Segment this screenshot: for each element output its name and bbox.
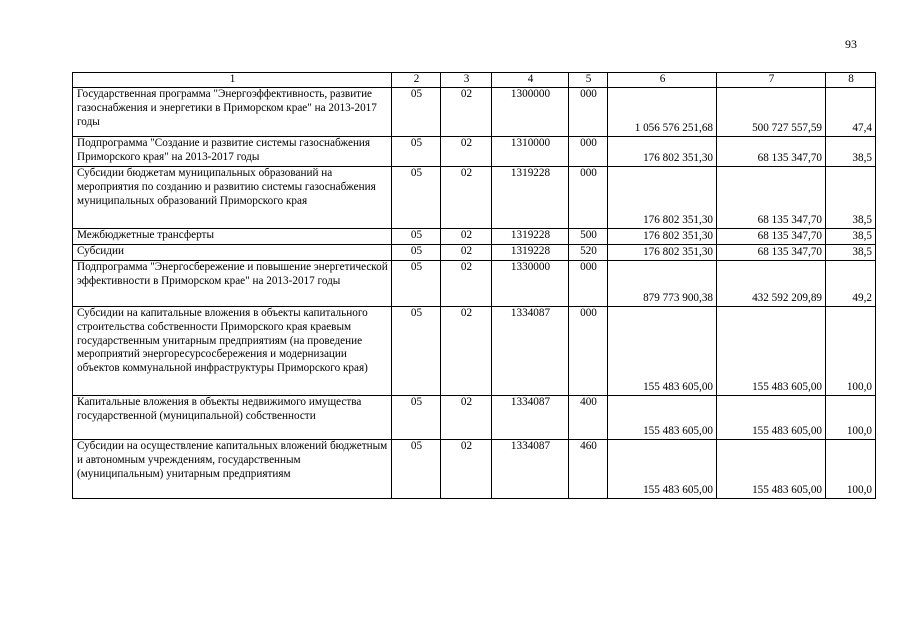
subsection-code: 02: [441, 229, 492, 245]
executed-amount: 68 135 347,70: [717, 137, 826, 167]
executed-amount: 155 483 605,00: [717, 396, 826, 440]
section-code: 05: [392, 88, 441, 137]
section-code: 05: [392, 307, 441, 396]
target-article-code: 1334087: [492, 440, 569, 499]
column-header-7: 7: [717, 73, 826, 88]
target-article-code: 1319228: [492, 167, 569, 229]
executed-amount: 432 592 209,89: [717, 261, 826, 307]
column-header-2: 2: [392, 73, 441, 88]
table-row: [73, 137, 876, 167]
expense-type-code: 000: [569, 307, 608, 396]
subsection-code: 02: [441, 245, 492, 261]
row-name: Субсидии на осуществление капитальных вложений бюджетным и автономным учреждениям, государственным (муниципальным) унитарным предприятиям: [73, 440, 392, 499]
row-name: Капитальные вложения в объекты недвижимого имущества государственной (муниципальной) собственности: [73, 396, 392, 440]
section-code: 05: [392, 167, 441, 229]
planned-amount: 879 773 900,38: [608, 261, 717, 307]
execution-percent: 100,0: [826, 307, 876, 396]
subsection-code: 02: [441, 167, 492, 229]
subsection-code: 02: [441, 440, 492, 499]
row-name: Субсидии: [73, 245, 392, 261]
row-name: Межбюджетные трансферты: [73, 229, 392, 245]
section-code: 05: [392, 245, 441, 261]
header-row: [73, 73, 876, 88]
planned-amount: 176 802 351,30: [608, 137, 717, 167]
executed-amount: 68 135 347,70: [717, 229, 826, 245]
planned-amount: 176 802 351,30: [608, 229, 717, 245]
executed-amount: 155 483 605,00: [717, 307, 826, 396]
planned-amount: 155 483 605,00: [608, 307, 717, 396]
subsection-code: 02: [441, 88, 492, 137]
subsection-code: 02: [441, 307, 492, 396]
column-header-3: 3: [441, 73, 492, 88]
page-number: 93: [845, 37, 857, 51]
planned-amount: 155 483 605,00: [608, 396, 717, 440]
table-row: [73, 245, 876, 261]
target-article-code: 1300000: [492, 88, 569, 137]
target-article-code: 1330000: [492, 261, 569, 307]
planned-amount: 176 802 351,30: [608, 245, 717, 261]
expense-type-code: 520: [569, 245, 608, 261]
expense-type-code: 000: [569, 137, 608, 167]
expense-type-code: 400: [569, 396, 608, 440]
column-header-8: 8: [826, 73, 876, 88]
execution-percent: 100,0: [826, 440, 876, 499]
row-name: Подпрограмма "Создание и развитие системы газоснабжения Приморского края" на 2013-2017 годы: [73, 137, 392, 167]
table-row: [73, 307, 876, 396]
planned-amount: 176 802 351,30: [608, 167, 717, 229]
executed-amount: 155 483 605,00: [717, 440, 826, 499]
planned-amount: 1 056 576 251,68: [608, 88, 717, 137]
executed-amount: 68 135 347,70: [717, 167, 826, 229]
section-code: 05: [392, 229, 441, 245]
row-name: Субсидии на капитальные вложения в объекты капитального строительства собственности Приморского края краевым государственным унитарным предприятиям (на проведение мероприятий энергоресурсосбережения и модернизации объектов коммунальной инфраструктуры Приморского края): [73, 307, 392, 396]
execution-percent: 38,5: [826, 229, 876, 245]
table-row: [73, 396, 876, 440]
execution-percent: 38,5: [826, 137, 876, 167]
column-header-6: 6: [608, 73, 717, 88]
column-header-4: 4: [492, 73, 569, 88]
target-article-code: 1310000: [492, 137, 569, 167]
row-name: Подпрограмма "Энергосбережение и повышение энергетической эффективности в Приморском крае" на 2013-2017 годы: [73, 261, 392, 307]
section-code: 05: [392, 396, 441, 440]
section-code: 05: [392, 137, 441, 167]
column-header-1: 1: [73, 73, 392, 88]
budget-table: [72, 72, 876, 499]
execution-percent: 47,4: [826, 88, 876, 137]
planned-amount: 155 483 605,00: [608, 440, 717, 499]
expense-type-code: 460: [569, 440, 608, 499]
section-code: 05: [392, 261, 441, 307]
subsection-code: 02: [441, 137, 492, 167]
row-name: Субсидии бюджетам муниципальных образований на мероприятия по созданию и развитию системы газоснабжения муниципальных образований Приморского края: [73, 167, 392, 229]
table-row: [73, 229, 876, 245]
expense-type-code: 000: [569, 88, 608, 137]
expense-type-code: 000: [569, 261, 608, 307]
executed-amount: 500 727 557,59: [717, 88, 826, 137]
subsection-code: 02: [441, 261, 492, 307]
row-name: Государственная программа "Энергоэффективность, развитие газоснабжения и энергетики в Приморском крае" на 2013-2017 годы: [73, 88, 392, 137]
target-article-code: 1334087: [492, 396, 569, 440]
execution-percent: 38,5: [826, 167, 876, 229]
column-header-5: 5: [569, 73, 608, 88]
target-article-code: 1319228: [492, 245, 569, 261]
execution-percent: 38,5: [826, 245, 876, 261]
section-code: 05: [392, 440, 441, 499]
table-row: [73, 167, 876, 229]
table-row: [73, 440, 876, 499]
expense-type-code: 000: [569, 167, 608, 229]
executed-amount: 68 135 347,70: [717, 245, 826, 261]
subsection-code: 02: [441, 396, 492, 440]
target-article-code: 1319228: [492, 229, 569, 245]
table-row: [73, 88, 876, 137]
execution-percent: 49,2: [826, 261, 876, 307]
expense-type-code: 500: [569, 229, 608, 245]
execution-percent: 100,0: [826, 396, 876, 440]
target-article-code: 1334087: [492, 307, 569, 396]
table-row: [73, 261, 876, 307]
